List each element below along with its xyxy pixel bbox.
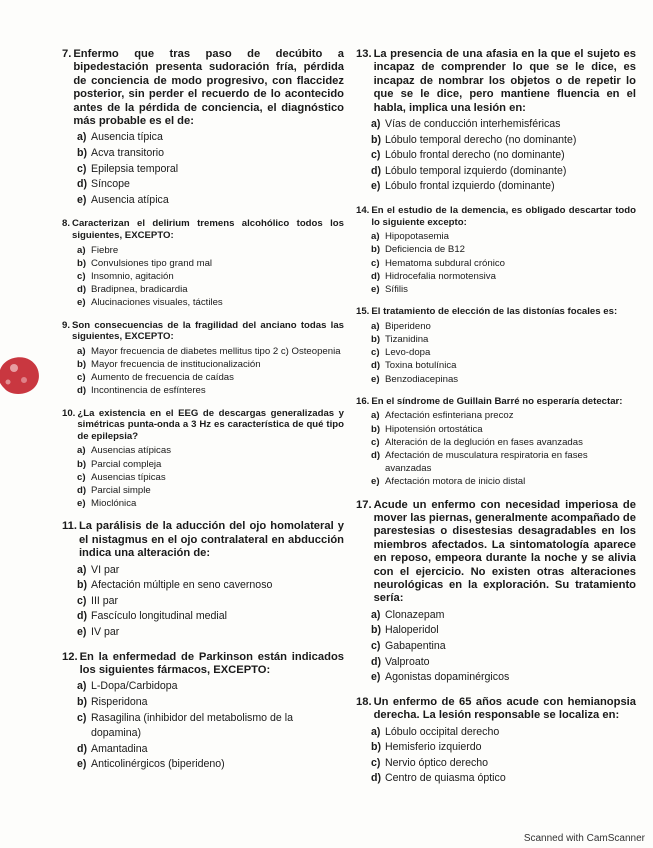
option-text: Incontinencia de esfínteres bbox=[91, 385, 206, 397]
question-18 bbox=[356, 696, 636, 787]
options-list bbox=[77, 563, 344, 641]
option-letter: c) bbox=[77, 372, 86, 384]
option-text: Centro de quiasma óptico bbox=[385, 772, 506, 785]
option-text: Parcial simple bbox=[91, 485, 151, 496]
option-a bbox=[77, 563, 344, 579]
option-letter: a) bbox=[77, 345, 86, 357]
option-letter: d) bbox=[371, 164, 381, 177]
question-16 bbox=[356, 396, 636, 489]
question-stem: Acude un enfermo con necesidad imperiosa de mover las piernas, generalmente acompañado de parestesias o disestesias desagradables en los miembros afectados. La sintomatología aparece en reposo, empeora durante la noche y se alivia con el ejercicio. No existen otras alteraciones neurológicas en la exploración. Su tratamiento sería: bbox=[373, 498, 636, 605]
option-b bbox=[77, 578, 344, 594]
option-letter: b) bbox=[371, 133, 381, 146]
option-text: Agonistas dopaminérgicos bbox=[385, 671, 510, 684]
option-c bbox=[371, 639, 636, 655]
option-letter: c) bbox=[371, 347, 380, 359]
question-17 bbox=[356, 499, 636, 686]
option-text: Anticolinérgicos (biperideno) bbox=[91, 758, 225, 771]
option-d bbox=[371, 270, 636, 283]
question-number: 9. bbox=[62, 319, 71, 331]
option-c bbox=[77, 371, 344, 384]
option-letter: e) bbox=[77, 498, 86, 510]
option-text: Fascículo longitudinal medial bbox=[91, 610, 228, 623]
option-d bbox=[77, 742, 344, 758]
option-text: Hematoma subdural crónico bbox=[385, 257, 505, 269]
option-letter: a) bbox=[77, 244, 86, 256]
option-letter: c) bbox=[77, 711, 87, 724]
right-column bbox=[356, 48, 636, 797]
option-e bbox=[77, 193, 344, 209]
option-text: Ausencias atípicas bbox=[91, 445, 171, 457]
option-letter: b) bbox=[77, 147, 87, 160]
option-letter: c) bbox=[371, 257, 380, 269]
option-letter: b) bbox=[77, 579, 87, 592]
options-list bbox=[371, 409, 636, 488]
option-letter: b) bbox=[77, 696, 87, 708]
option-text: Afectación motora de inicio distal bbox=[385, 476, 526, 488]
options-list bbox=[371, 608, 636, 686]
option-b bbox=[371, 623, 636, 639]
options-list bbox=[77, 244, 344, 310]
option-text: Valproato bbox=[385, 655, 430, 668]
question-stem: La parálisis de la aducción del ojo homolateral y el nistagmus en el ojo contralateral en abducción indica una alteración de: bbox=[78, 520, 344, 560]
question-8 bbox=[62, 218, 344, 309]
option-text: VI par bbox=[91, 563, 120, 576]
option-b bbox=[77, 695, 344, 711]
option-letter: c) bbox=[371, 640, 381, 653]
option-text: Nervio óptico derecho bbox=[385, 756, 489, 769]
option-c bbox=[371, 346, 636, 359]
question-number: 15. bbox=[356, 306, 370, 318]
question-number: 12. bbox=[62, 650, 78, 663]
option-c bbox=[371, 148, 636, 164]
question-number: 14. bbox=[356, 205, 370, 216]
option-c bbox=[77, 594, 344, 610]
options-list bbox=[77, 130, 344, 208]
option-letter: d) bbox=[77, 610, 87, 623]
option-e bbox=[77, 757, 344, 773]
option-text: L-Dopa/Carbidopa bbox=[91, 680, 178, 693]
option-d bbox=[371, 655, 636, 671]
question-number: 17. bbox=[356, 498, 372, 511]
option-b bbox=[371, 243, 636, 256]
option-b bbox=[77, 358, 344, 371]
option-text: Mayor frecuencia de institucionalización bbox=[91, 359, 261, 370]
option-text: Hidrocefalia normotensiva bbox=[385, 270, 496, 282]
question-14 bbox=[356, 205, 636, 296]
option-d bbox=[371, 449, 636, 475]
option-e bbox=[77, 497, 344, 510]
option-letter: d) bbox=[77, 284, 87, 296]
question-number: 16. bbox=[356, 395, 370, 407]
option-c bbox=[77, 711, 344, 742]
option-a bbox=[371, 409, 636, 422]
option-text: Aumento de frecuencia de caídas bbox=[91, 372, 234, 384]
option-text: Hipopotasemia bbox=[385, 231, 449, 243]
question-number: 11. bbox=[62, 520, 77, 533]
question-number: 13. bbox=[356, 48, 372, 60]
option-d bbox=[371, 771, 636, 787]
option-letter: a) bbox=[77, 131, 87, 144]
option-letter: d) bbox=[371, 772, 381, 785]
option-b bbox=[371, 133, 636, 149]
options-list bbox=[371, 117, 636, 195]
option-a bbox=[77, 444, 344, 457]
option-a bbox=[371, 230, 636, 243]
option-letter: e) bbox=[77, 758, 87, 771]
option-text: Lóbulo temporal derecho (no dominante) bbox=[385, 133, 577, 146]
question-number: 8. bbox=[62, 218, 71, 230]
option-d bbox=[77, 484, 344, 497]
question-number: 10. bbox=[62, 407, 76, 419]
option-text: Ausencia típica bbox=[91, 131, 163, 144]
option-letter: c) bbox=[371, 756, 381, 769]
option-letter: d) bbox=[371, 655, 381, 668]
option-letter: c) bbox=[371, 149, 381, 162]
option-e bbox=[371, 179, 636, 195]
option-letter: c) bbox=[77, 271, 86, 282]
option-a bbox=[77, 244, 344, 257]
option-text: Convulsiones tipo grand mal bbox=[91, 257, 213, 269]
option-letter: c) bbox=[77, 162, 87, 175]
option-letter: d) bbox=[77, 178, 87, 191]
option-a bbox=[371, 608, 636, 624]
option-e bbox=[77, 625, 344, 641]
option-letter: b) bbox=[371, 244, 381, 256]
option-b bbox=[77, 146, 344, 162]
option-letter: e) bbox=[77, 626, 87, 638]
question-10 bbox=[62, 408, 344, 511]
option-text: Lóbulo occipital derecho bbox=[385, 725, 500, 738]
option-letter: d) bbox=[371, 360, 381, 372]
option-text: Epilepsia temporal bbox=[91, 162, 179, 175]
option-letter: a) bbox=[77, 563, 87, 576]
option-text: Parcial compleja bbox=[91, 458, 162, 470]
option-e bbox=[371, 283, 636, 296]
option-letter: d) bbox=[371, 270, 381, 282]
option-text: IV par bbox=[91, 626, 120, 638]
red-ink-stain bbox=[0, 352, 46, 398]
option-text: Levo-dopa bbox=[385, 347, 431, 359]
question-stem: Un enfermo de 65 años acude con hemianopsia derecha. La lesión responsable se localiza en: bbox=[373, 695, 636, 722]
question-stem: La presencia de una afasia en la que el sujeto es incapaz de comprender lo que se le dice, es incapaz de nombrar los objetos o de repetir lo que se le dice, pero mantiene fluencia en el habla, implica una lesión en: bbox=[373, 48, 636, 114]
option-text: Sífilis bbox=[385, 284, 408, 295]
option-text: Síncope bbox=[91, 178, 130, 191]
option-letter: a) bbox=[77, 445, 86, 457]
option-c bbox=[77, 471, 344, 484]
question-stem: Caracterizan el delirium tremens alcohólico todos los siguientes, EXCEPTO: bbox=[72, 218, 344, 241]
question-stem: El tratamiento de elección de las distonías focales es: bbox=[371, 306, 618, 318]
question-number: 18. bbox=[356, 695, 372, 708]
option-a bbox=[371, 725, 636, 741]
option-letter: a) bbox=[371, 118, 381, 131]
option-letter: a) bbox=[371, 231, 380, 243]
option-text: Clonazepam bbox=[385, 608, 445, 621]
option-letter: e) bbox=[371, 476, 380, 488]
option-letter: b) bbox=[77, 458, 87, 470]
option-text: Mayor frecuencia de diabetes mellitus tipo 2 c) Osteopenia bbox=[91, 345, 341, 357]
option-letter: d) bbox=[371, 450, 381, 462]
option-letter: d) bbox=[77, 485, 87, 496]
option-text: Acva transitorio bbox=[91, 147, 165, 160]
question-12 bbox=[62, 651, 344, 773]
option-text: Insomnio, agitación bbox=[91, 271, 174, 282]
question-stem: Enfermo que tras paso de decúbito a bipedestación presenta sudoración fría, pérdida de conciencia de modo progresivo, con flaccidez posterior, sin perder el recuerdo de lo acontecido antes de la pérdida de conciencia, el diagnóstico más probable es el de: bbox=[73, 48, 344, 128]
option-b bbox=[371, 740, 636, 756]
option-e bbox=[77, 296, 344, 309]
option-letter: c) bbox=[77, 471, 86, 483]
option-text: Gabapentina bbox=[385, 640, 446, 653]
option-b bbox=[371, 423, 636, 436]
left-column bbox=[62, 48, 344, 783]
option-text: Afectación esfinteriana precoz bbox=[385, 410, 514, 422]
option-a bbox=[77, 679, 344, 695]
option-letter: c) bbox=[77, 594, 87, 607]
option-b bbox=[371, 333, 636, 346]
option-letter: a) bbox=[371, 725, 381, 738]
option-text: Lóbulo frontal derecho (no dominante) bbox=[385, 149, 565, 162]
option-letter: b) bbox=[371, 334, 381, 345]
options-list bbox=[77, 679, 344, 773]
options-list bbox=[77, 444, 344, 510]
option-b bbox=[77, 458, 344, 471]
option-a bbox=[371, 320, 636, 333]
option-text: Vías de conducción interhemisféricas bbox=[385, 118, 561, 131]
option-c bbox=[371, 257, 636, 270]
option-text: Afectación de musculatura respiratoria en fases avanzadas bbox=[385, 450, 588, 475]
option-text: Lóbulo frontal izquierdo (dominante) bbox=[385, 180, 555, 193]
option-d bbox=[77, 177, 344, 193]
option-text: Mioclónica bbox=[91, 498, 137, 510]
option-text: Deficiencia de B12 bbox=[385, 244, 465, 256]
option-text: Rasagilina (inhibidor del metabolismo de la dopamina) bbox=[91, 711, 293, 740]
option-b bbox=[77, 257, 344, 270]
option-c bbox=[77, 270, 344, 283]
option-d bbox=[77, 283, 344, 296]
option-text: Tizanidina bbox=[385, 334, 429, 345]
option-e bbox=[371, 475, 636, 488]
option-d bbox=[371, 359, 636, 372]
option-a bbox=[371, 117, 636, 133]
question-number: 7. bbox=[62, 48, 72, 60]
option-c bbox=[371, 756, 636, 772]
options-list bbox=[77, 345, 344, 398]
option-letter: b) bbox=[77, 359, 87, 370]
option-letter: b) bbox=[371, 423, 381, 435]
option-letter: d) bbox=[77, 385, 87, 397]
option-letter: b) bbox=[371, 624, 381, 637]
option-letter: c) bbox=[371, 436, 380, 448]
option-text: Biperideno bbox=[385, 320, 431, 332]
option-text: Amantadina bbox=[91, 742, 148, 755]
option-text: Alucinaciones visuales, táctiles bbox=[91, 297, 223, 309]
options-list bbox=[371, 320, 636, 386]
option-letter: a) bbox=[77, 680, 87, 693]
option-letter: a) bbox=[371, 320, 380, 332]
option-e bbox=[371, 670, 636, 686]
question-7 bbox=[62, 48, 344, 208]
option-c bbox=[77, 162, 344, 178]
question-stem: En la enfermedad de Parkinson están indicados los siguientes fármacos, EXCEPTO: bbox=[79, 650, 344, 676]
option-text: Haloperidol bbox=[385, 624, 439, 637]
option-letter: e) bbox=[371, 373, 380, 385]
option-a bbox=[77, 130, 344, 146]
option-e bbox=[371, 373, 636, 386]
option-letter: e) bbox=[371, 284, 380, 295]
option-text: Afectación múltiple en seno cavernoso bbox=[91, 579, 273, 592]
options-list bbox=[371, 230, 636, 296]
question-stem: ¿La existencia en el EEG de descargas generalizadas y simétricas punta-onda a 3 Hz es característica de qué tipo de epilepsia? bbox=[77, 407, 344, 442]
option-letter: b) bbox=[371, 741, 381, 754]
option-text: Bradipnea, bradicardia bbox=[91, 284, 188, 296]
question-stem: En el síndrome de Guillain Barré no esperaría detectar: bbox=[371, 395, 623, 407]
option-text: Benzodiacepinas bbox=[385, 373, 459, 385]
option-d bbox=[371, 164, 636, 180]
options-list bbox=[371, 725, 636, 787]
option-letter: a) bbox=[371, 608, 381, 621]
question-13 bbox=[356, 48, 636, 195]
option-a bbox=[77, 345, 344, 358]
option-text: Hemisferio izquierdo bbox=[385, 741, 482, 754]
question-stem: En el estudio de la demencia, es obligado descartar todo lo siguiente excepto: bbox=[371, 205, 636, 228]
option-text: Toxina botulínica bbox=[385, 360, 457, 372]
option-letter: b) bbox=[77, 257, 87, 269]
option-letter: e) bbox=[77, 193, 87, 206]
option-text: III par bbox=[91, 594, 119, 607]
option-text: Ausencias típicas bbox=[91, 471, 166, 483]
option-text: Lóbulo temporal izquierdo (dominante) bbox=[385, 164, 567, 177]
option-text: Risperidona bbox=[91, 696, 148, 708]
question-stem: Son consecuencias de la fragilidad del anciano todas las siguientes, EXCEPTO: bbox=[72, 319, 344, 343]
option-letter: e) bbox=[371, 180, 381, 193]
option-d bbox=[77, 384, 344, 397]
option-text: Alteración de la deglución en fases avanzadas bbox=[385, 436, 583, 448]
option-letter: d) bbox=[77, 742, 87, 755]
option-letter: e) bbox=[77, 297, 86, 309]
question-11 bbox=[62, 520, 344, 640]
option-text: Fiebre bbox=[91, 244, 119, 256]
question-15 bbox=[356, 306, 636, 386]
question-9 bbox=[62, 320, 344, 398]
option-text: Hipotensión ortostática bbox=[385, 423, 483, 435]
option-d bbox=[77, 609, 344, 625]
option-c bbox=[371, 436, 636, 449]
scan-watermark: Scanned with CamScanner bbox=[523, 833, 645, 844]
option-letter: e) bbox=[371, 671, 381, 684]
option-letter: a) bbox=[371, 410, 380, 422]
option-text: Ausencia atípica bbox=[91, 193, 169, 206]
